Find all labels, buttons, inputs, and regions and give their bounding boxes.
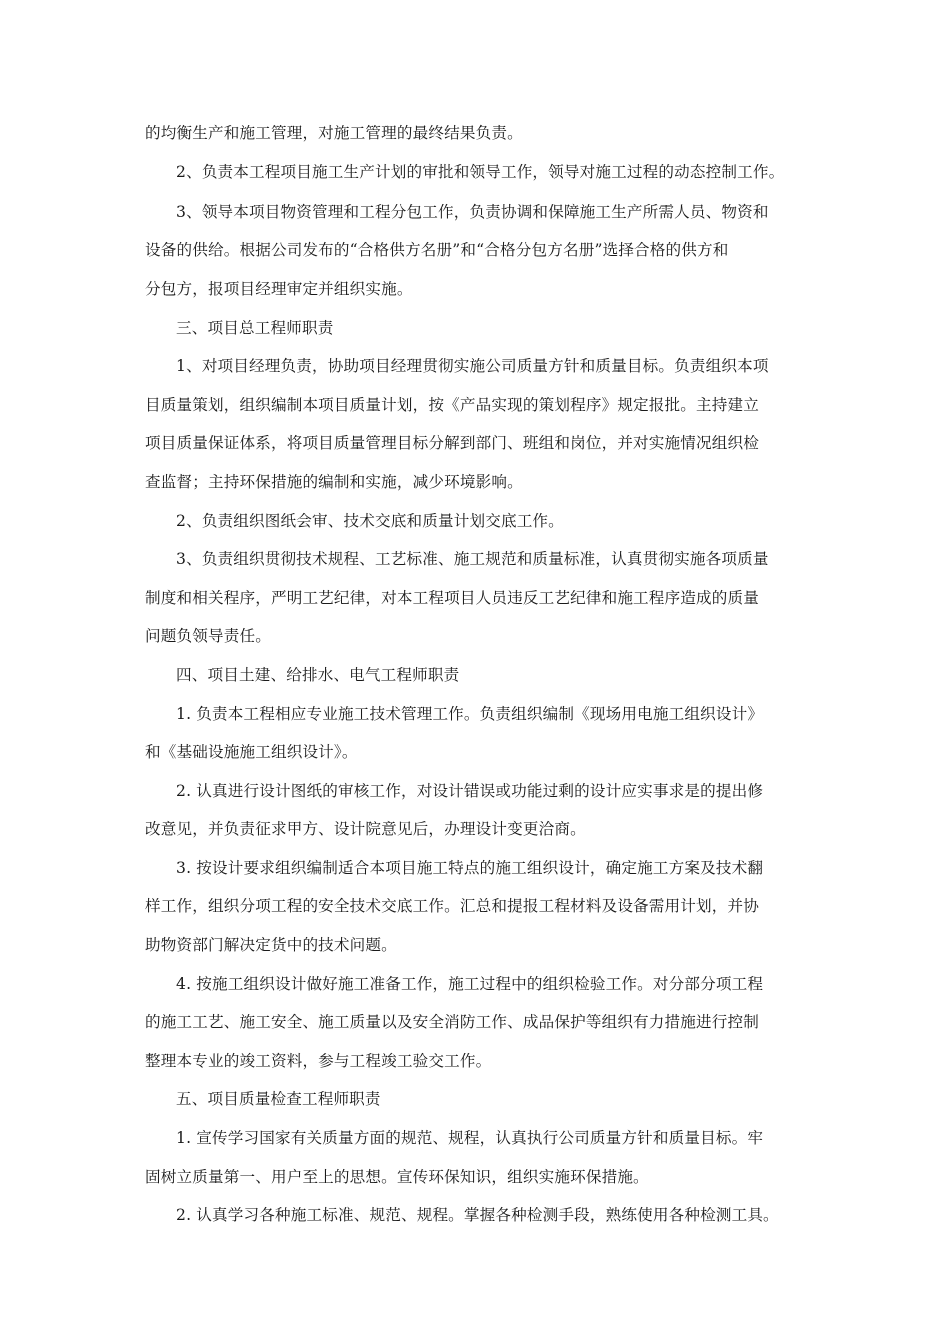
text-line: 整理本专业的竣工资料，参与工程竣工验交工作。 (145, 1052, 492, 1070)
text-line: 分包方，报项目经理审定并组织实施。 (145, 280, 413, 298)
text-line: 查监督；主持环保措施的编制和实施，减少环境影响。 (145, 473, 523, 491)
text-line: 2. 认真学习各种施工标准、规范、规程。掌握各种检测手段，熟练使用各种检测工具。 (176, 1206, 779, 1224)
text-line: 3、领导本项目物资管理和工程分包工作，负责协调和保障施工生产所需人员、物资和 (176, 203, 769, 221)
text-line: 固树立质量第一、用户至上的思想。宣传环保知识，组织实施环保措施。 (145, 1168, 649, 1186)
text-line: 的均衡生产和施工管理，对施工管理的最终结果负责。 (145, 124, 523, 142)
text-line: 项目质量保证体系，将项目质量管理目标分解到部门、班组和岗位，并对实施情况组织检 (145, 434, 760, 452)
text-line: 4. 按施工组织设计做好施工准备工作，施工过程中的组织检验工作。对分部分项工程 (176, 975, 764, 993)
text-line: 2、负责组织图纸会审、技术交底和质量计划交底工作。 (176, 512, 564, 530)
text-line: 2. 认真进行设计图纸的审核工作，对设计错误或功能过剩的设计应实事求是的提出修 (176, 782, 764, 800)
text-line: 1. 宣传学习国家有关质量方面的规范、规程，认真执行公司质量方针和质量目标。牢 (176, 1129, 764, 1147)
section-heading: 五、项目质量检查工程师职责 (176, 1090, 381, 1108)
section-heading: 三、项目总工程师职责 (176, 319, 334, 337)
text-line: 3. 按设计要求组织编制适合本项目施工特点的施工组织设计，确定施工方案及技术翻 (176, 859, 764, 877)
text-line: 1. 负责本工程相应专业施工技术管理工作。负责组织编制《现场用电施工组织设计》 (176, 705, 764, 723)
text-line: 和《基础设施施工组织设计》。 (145, 743, 358, 761)
text-line: 目质量策划，组织编制本项目质量计划，按《产品实现的策划程序》规定报批。主持建立 (145, 396, 760, 414)
text-line: 2、负责本工程项目施工生产计划的审批和领导工作，领导对施工过程的动态控制工作。 (176, 163, 785, 181)
text-line: 样工作，组织分项工程的安全技术交底工作。汇总和提报工程材料及设备需用计划，并协 (145, 897, 760, 915)
text-line: 制度和相关程序，严明工艺纪律，对本工程项目人员违反工艺纪律和施工程序造成的质量 (145, 589, 760, 607)
text-line: 助物资部门解决定货中的技术问题。 (145, 936, 397, 954)
text-line: 问题负领导责任。 (145, 627, 271, 645)
text-line: 1、对项目经理负责，协助项目经理贯彻实施公司质量方针和质量目标。负责组织本项 (176, 357, 769, 375)
text-line: 设备的供给。根据公司发布的“合格供方名册”和“合格分包方名册”选择合格的供方和 (145, 241, 729, 259)
text-line: 改意见，并负责征求甲方、设计院意见后，办理设计变更洽商。 (145, 820, 586, 838)
section-heading: 四、项目土建、给排水、电气工程师职责 (176, 666, 460, 684)
text-line: 的施工工艺、施工安全、施工质量以及安全消防工作、成品保护等组织有力措施进行控制 (145, 1013, 760, 1031)
text-line: 3、负责组织贯彻技术规程、工艺标准、施工规范和质量标准，认真贯彻实施各项质量 (176, 550, 769, 568)
